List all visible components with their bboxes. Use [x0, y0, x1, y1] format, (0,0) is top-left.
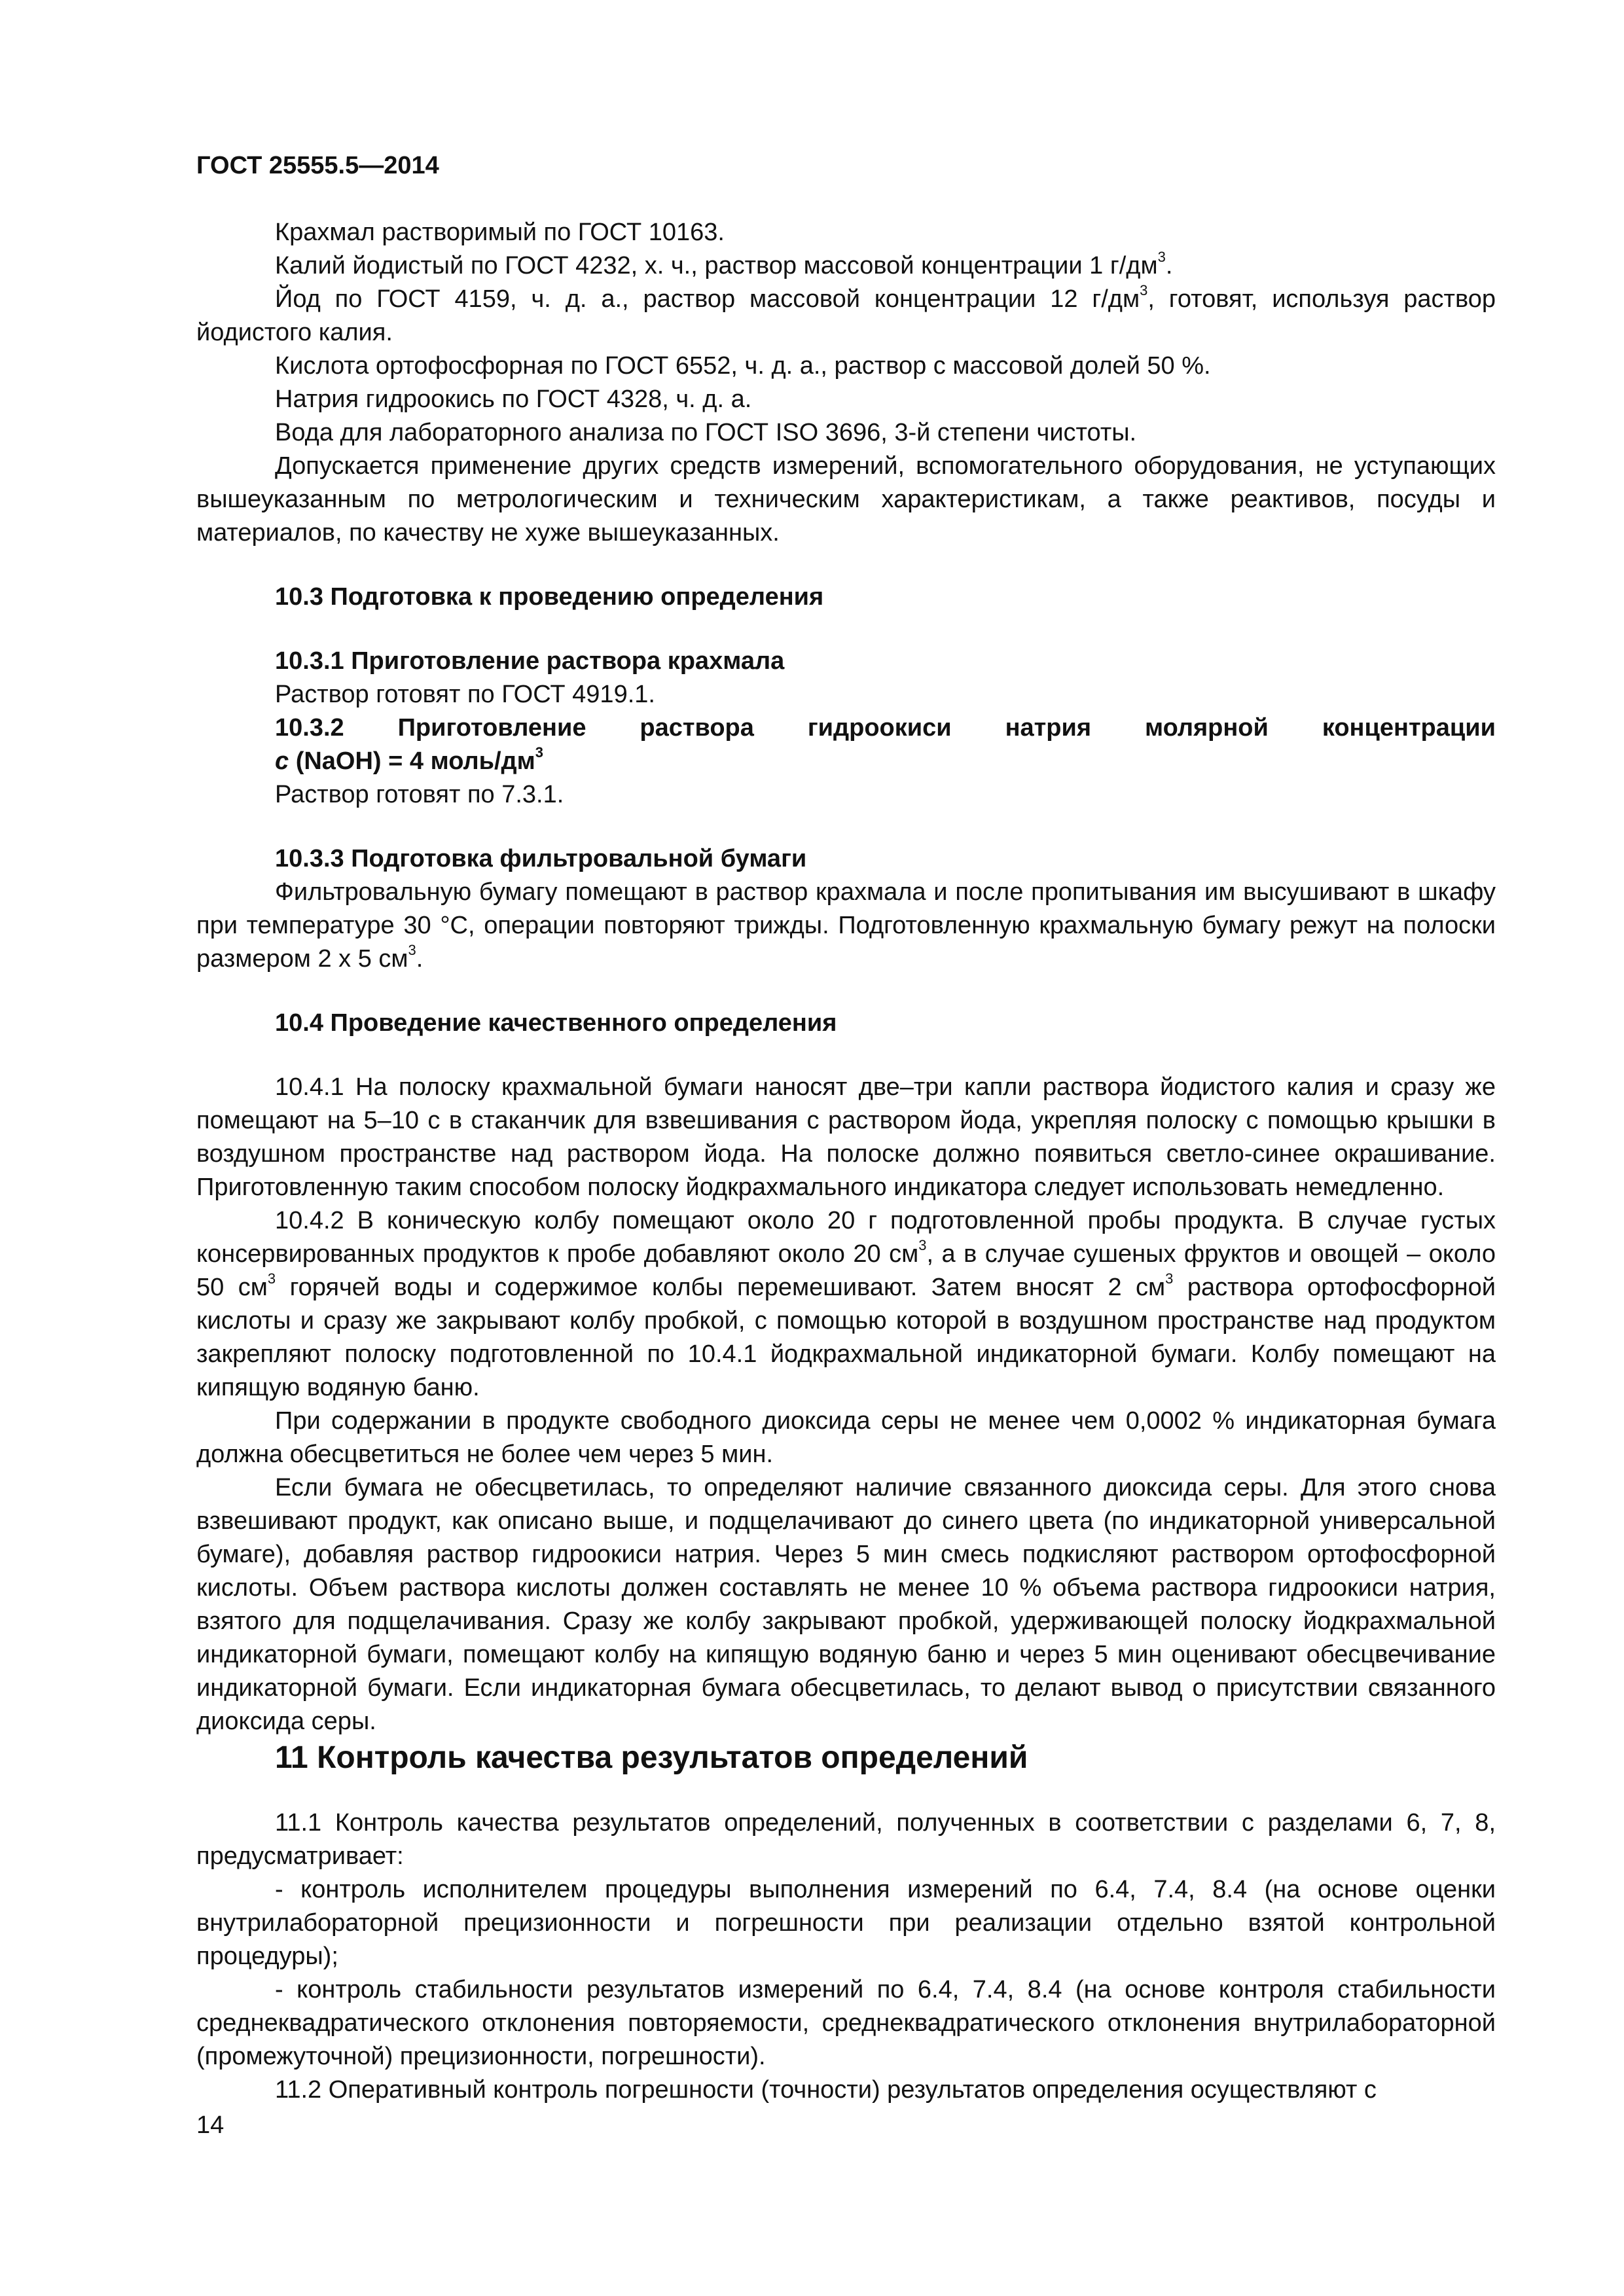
- list-item-11-1-a: - контроль исполнителем процедуры выполнения измерений по 6.4, 7.4, 8.4 (на основе оценки внутрилабораторной прецизионности и погрешности при реализации отдельно взятой контрольной процедуры);: [196, 1876, 1496, 1970]
- section-heading-10-3-2: 10.3.2 Приготовление раствора гидроокиси натрия молярной концентрации: [275, 714, 1496, 742]
- paragraph-10-4-bound-so2: Если бумага не обесцветилась, то определяют наличие связанного диоксида серы. Для этого снова взвешивают продукт, как описано выше, и подщелачивают до синего цвета (по индикаторной универсальной бумаге), добавляя раствор гидроокиси натрия. Через 5 мин смесь подкисляют раствором ортофосфорной кислоты. Объем раствора кислоты должен составлять не менее 10 % объема раствора гидроокиси натрия, взятого для подщелачивания. Сразу же колбу закрывают пробкой, удерживающей полоску йодкрахмальной индикаторной бумаги, помещают колбу на кипящую водяную баню и через 5 мин оценивают обесцвечивание индикаторной бумаги. Если индикаторная бумага обесцветилась, то делают вывод о присутствии связанного диоксида серы.: [196, 1474, 1496, 1735]
- section-heading-10-3: 10.3 Подготовка к проведению определения: [275, 583, 824, 611]
- reagent-line: Натрия гидроокись по ГОСТ 4328, ч. д. а.: [275, 386, 752, 413]
- paragraph-10-3-2: Раствор готовят по 7.3.1.: [275, 781, 564, 808]
- paragraph-11-2: 11.2 Оперативный контроль погрешности (точности) результатов определения осуществляют с: [275, 2076, 1377, 2104]
- section-heading-10-3-1: 10.3.1 Приготовление раствора крахмала: [275, 647, 785, 675]
- reagent-line: Калий йодистый по ГОСТ 4232, х. ч., раствор массовой концентрации 1 $г/дм^3$.: [275, 249, 1173, 279]
- reagent-line: Вода для лабораторного анализа по ГОСТ ISO 3696, 3-й степени чистоты.: [275, 419, 1137, 446]
- paragraph-10-3-3: Фильтровальную бумагу помещают в раствор крахмала и после пропитывания им высушивают в шкафу при температуре 30 °С, операции повторяют трижды. Подготовленную крахмальную бумагу режут на полоски размером 2 х 5 $см^3$.: [196, 878, 1496, 973]
- section-heading-10-3-3: 10.3.3 Подготовка фильтровальной бумаги: [275, 845, 807, 872]
- reagent-line: Кислота ортофосфорная по ГОСТ 6552, ч. д. а., раствор с массовой долей 50 %.: [275, 352, 1211, 380]
- list-item-11-1-b: - контроль стабильности результатов измерений по 6.4, 7.4, 8.4 (на основе контроля стабильности среднеквадратического отклонения повторяемости, среднеквадратического отклонения внутрилабораторной (промежуточной) прецизионности, погрешности).: [196, 1976, 1496, 2070]
- section-heading-10-3-2-formula: c (NaOH) = 4 моль/$дм^3$: [275, 744, 543, 775]
- paragraph-10-4-free-so2: При содержании в продукте свободного диоксида серы не менее чем 0,0002 % индикаторная бумага должна обесцветиться не более чем через 5 мин.: [196, 1407, 1496, 1468]
- reagent-line: Йод по ГОСТ 4159, ч. д. а., раствор массовой концентрации 12 $г/дм^3$, готовят, используя раствор йодистого калия.: [196, 282, 1496, 346]
- page-number: 14: [196, 2111, 225, 2139]
- paragraph-11-1: 11.1 Контроль качества результатов определений, полученных в соответствии с разделами 6, 7, 8, предусматривает:: [196, 1809, 1496, 1870]
- reagent-note: Допускается применение других средств измерений, вспомогательного оборудования, не уступающих вышеуказанным по метрологическим и техническим характеристикам, а также реактивов, посуды и материалов, по качеству не хуже вышеуказанных.: [196, 452, 1496, 547]
- section-heading-11: 11 Контроль качества результатов определений: [275, 1740, 1028, 1775]
- reagent-line: Крахмал растворимый по ГОСТ 10163.: [275, 219, 725, 246]
- paragraph-10-3-1: Раствор готовят по ГОСТ 4919.1.: [275, 681, 655, 708]
- section-heading-10-4: 10.4 Проведение качественного определения: [275, 1009, 837, 1037]
- document-header: ГОСТ 25555.5—2014: [196, 152, 439, 179]
- paragraph-10-4-2: 10.4.2 В коническую колбу помещают около 20 г подготовленной пробы продукта. В случае густых консервированных продуктов к пробе добавляют около 20 $см^3$, а в случае сушеных фруктов и овощей – около 50 $см^3$ горячей воды и содержимое колбы перемешивают. Затем вносят 2 $см^3$ раствора ортофосфорной кислоты и сразу же закрывают колбу пробкой, с помощью которой в воздушном пространстве над продуктом закрепляют полоску подготовленной по 10.4.1 йодкрахмальной индикаторной бумаги. Колбу помещают на кипящую водяную баню.: [196, 1207, 1496, 1401]
- paragraph-10-4-1: 10.4.1 На полоску крахмальной бумаги наносят две–три капли раствора йодистого калия и сразу же помещают на 5–10 с в стаканчик для взвешивания с раствором йода, укрепляя полоску с помощью крышки в воздушном пространстве над раствором йода. На полоске должно появиться светло-синее окрашивание. Приготовленную таким способом полоску йодкрахмального индикатора следует использовать немедленно.: [196, 1073, 1496, 1201]
- document-body: [196, 216, 1496, 2107]
